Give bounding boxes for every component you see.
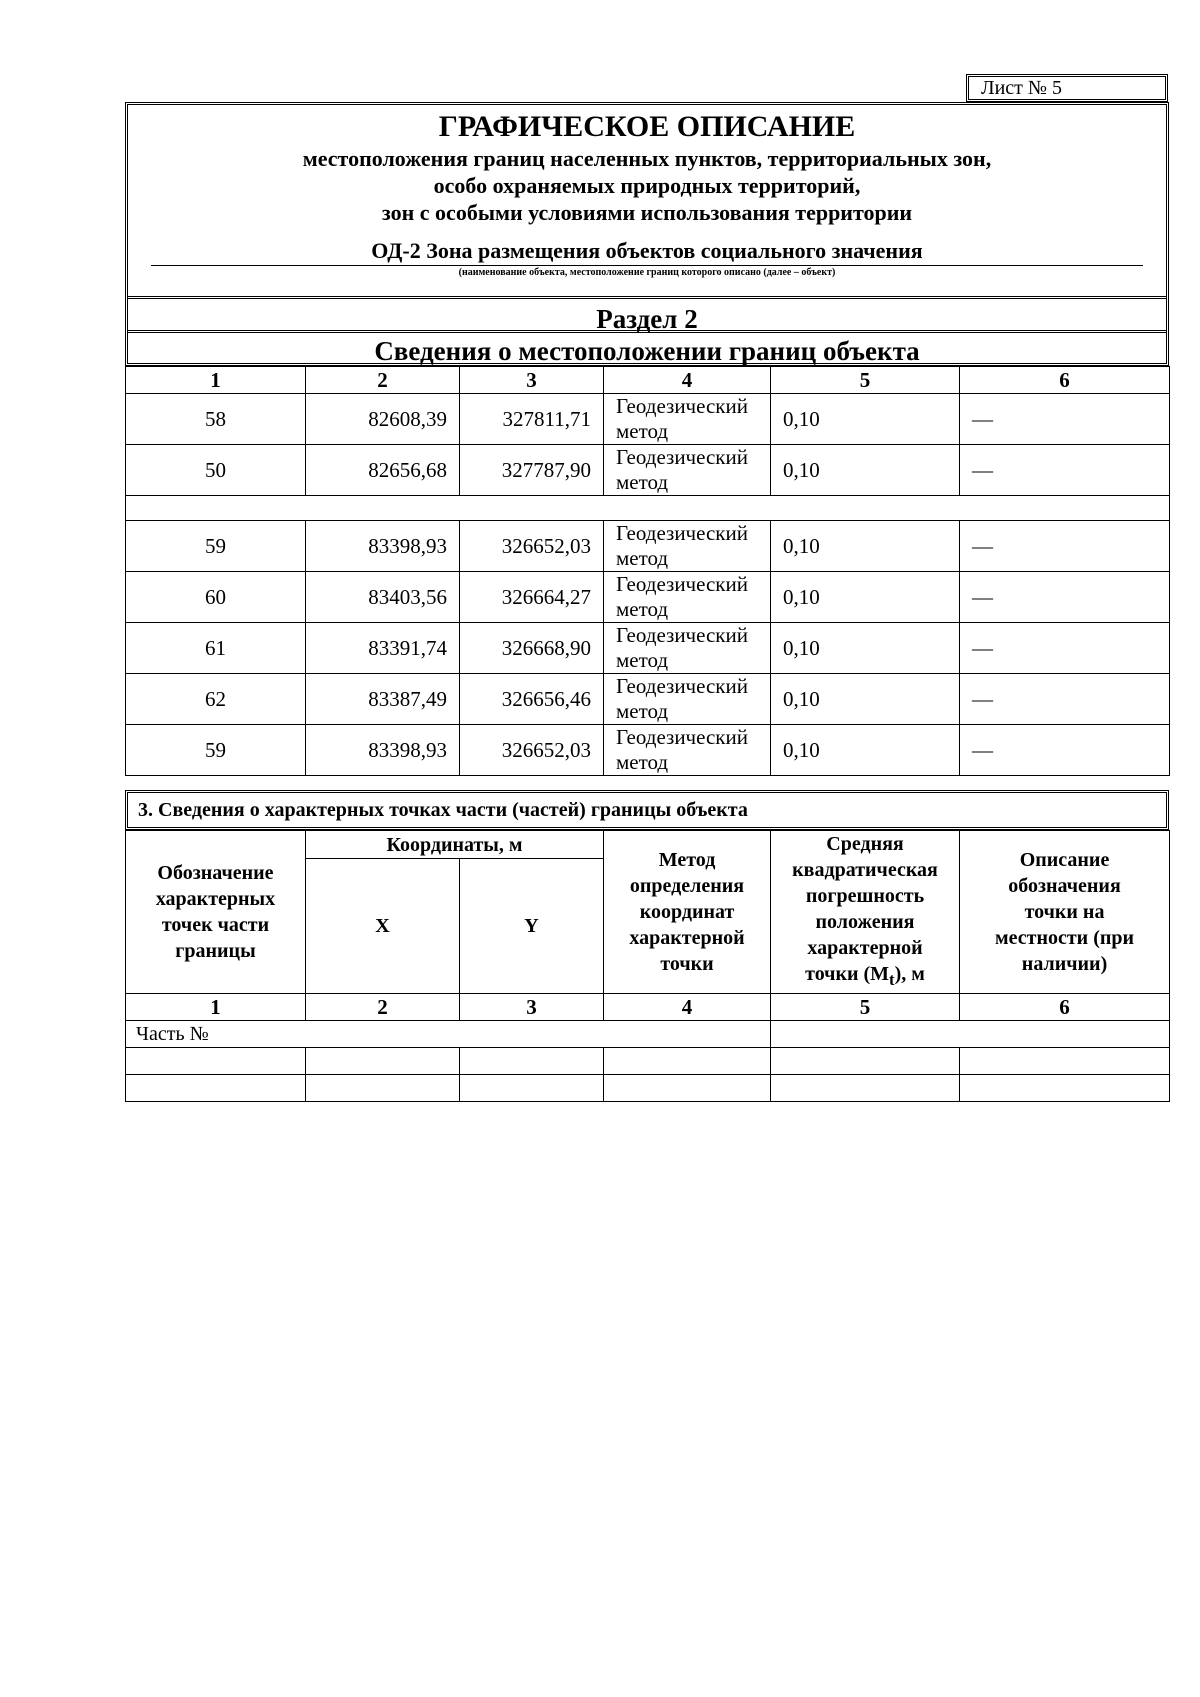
coordinate-x: 83391,74 (306, 623, 460, 674)
header-point-designation (126, 831, 306, 994)
error-value: 0,10 (771, 445, 960, 496)
header-x: X (306, 859, 460, 994)
divider (128, 296, 1166, 299)
part-boundary-points-table (125, 830, 1170, 1102)
method-line: метод (616, 597, 669, 621)
method-line: Геодезический (616, 521, 748, 545)
header-method (604, 831, 771, 994)
coordinate-y: 327811,71 (460, 394, 604, 445)
point-description: — (960, 623, 1170, 674)
table-row (126, 572, 1170, 623)
divider (128, 330, 1166, 333)
column-number: 5 (771, 994, 960, 1021)
method-line: Геодезический (616, 674, 748, 698)
point-id: 58 (126, 394, 306, 445)
empty-cell (960, 1075, 1170, 1102)
subtitle-line-3: зон с особыми условиями использования территории (381, 200, 913, 225)
header-line: Описание (1019, 849, 1110, 871)
header-text: точки (M (805, 963, 890, 985)
table-row (126, 1048, 1170, 1075)
point-id: 59 (126, 725, 306, 776)
error-value: 0,10 (771, 521, 960, 572)
point-description: — (960, 674, 1170, 725)
header-line: погрешность (805, 885, 925, 907)
coordinate-y: 326656,46 (460, 674, 604, 725)
method-line: метод (616, 546, 669, 570)
header-line: границы (175, 940, 256, 962)
empty-cell (460, 1048, 604, 1075)
error-value: 0,10 (771, 623, 960, 674)
method-line: метод (616, 419, 669, 443)
subscript-t: t (889, 970, 895, 989)
header-text: ), м (894, 963, 925, 985)
point-description: — (960, 572, 1170, 623)
sheet-number: Лист № 5 (966, 74, 1168, 102)
table-row (126, 623, 1170, 674)
point-description: — (960, 521, 1170, 572)
column-number: 2 (306, 994, 460, 1021)
column-number: 1 (126, 994, 306, 1021)
part-label: Часть № (126, 1021, 771, 1048)
header-line: положения (815, 911, 915, 933)
contour-separator-row (126, 496, 1170, 521)
column-number: 6 (960, 994, 1170, 1021)
coordinate-y: 326652,03 (460, 521, 604, 572)
coordinate-x: 82608,39 (306, 394, 460, 445)
column-number: 6 (960, 367, 1170, 394)
method-line: Геодезический (616, 572, 748, 596)
table-row (126, 1075, 1170, 1102)
method-line: метод (616, 699, 669, 723)
subtitle-line-2: особо охраняемых природных территорий, (433, 173, 861, 198)
header-line: характерной (629, 927, 745, 949)
coordinate-x: 83387,49 (306, 674, 460, 725)
method-line: Геодезический (616, 725, 748, 749)
header-line: Метод (658, 849, 716, 871)
document-title: ГРАФИЧЕСКОЕ ОПИСАНИЕ (438, 110, 856, 143)
header-line: координат (639, 901, 735, 923)
point-description: — (960, 725, 1170, 776)
point-id: 60 (126, 572, 306, 623)
method-cell (604, 445, 771, 496)
header-line: обозначения (1008, 875, 1121, 897)
error-value: 0,10 (771, 674, 960, 725)
coordinate-y: 326668,90 (460, 623, 604, 674)
empty-cell (771, 1075, 960, 1102)
section-3-title: 3. Сведения о характерных точках части (частей) границы объекта (125, 790, 1169, 830)
header-line: местности (при (995, 927, 1135, 949)
point-id: 50 (126, 445, 306, 496)
column-number: 2 (306, 367, 460, 394)
coordinate-x: 83398,93 (306, 725, 460, 776)
method-line: Геодезический (616, 394, 748, 418)
column-number-row (126, 994, 1170, 1021)
empty-cell (126, 1048, 306, 1075)
error-value: 0,10 (771, 572, 960, 623)
method-cell (604, 623, 771, 674)
coordinate-y: 326664,27 (460, 572, 604, 623)
point-description: — (960, 445, 1170, 496)
empty-cell (604, 1048, 771, 1075)
document-header (125, 102, 1169, 366)
header-line: квадратическая (792, 859, 938, 881)
header-y: Y (460, 859, 604, 994)
point-id: 62 (126, 674, 306, 725)
header-line (771, 961, 959, 993)
header-coordinates: Координаты, м (306, 831, 604, 859)
section-heading: Раздел 2 (596, 304, 698, 334)
method-cell (604, 572, 771, 623)
empty-cell (771, 1048, 960, 1075)
coordinate-x: 82656,68 (306, 445, 460, 496)
header-line: наличии) (1021, 953, 1108, 975)
separator-cell (126, 496, 1170, 521)
empty-cell (960, 1048, 1170, 1075)
empty-cell (126, 1075, 306, 1102)
point-id: 59 (126, 521, 306, 572)
column-number: 1 (126, 367, 306, 394)
column-number-row (126, 367, 1170, 394)
header-point-description (960, 831, 1170, 994)
header-line: определения (629, 875, 745, 897)
empty-cell (460, 1075, 604, 1102)
part-label-row (126, 1021, 1170, 1048)
object-name-caption: (наименование объекта, местоположение границ которого описано (далее – объект) (458, 267, 836, 278)
header-mean-square-error (771, 831, 960, 994)
column-number: 4 (604, 367, 771, 394)
table-row (126, 394, 1170, 445)
column-number: 5 (771, 367, 960, 394)
header-line: характерных (155, 888, 276, 910)
method-cell (604, 521, 771, 572)
empty-cell (771, 1021, 1170, 1048)
method-cell (604, 725, 771, 776)
coordinate-x: 83403,56 (306, 572, 460, 623)
header-row (126, 831, 1170, 859)
header-line: характерной (807, 937, 923, 959)
column-number: 3 (460, 367, 604, 394)
header-line: точек части (161, 914, 270, 936)
coordinate-x: 83398,93 (306, 521, 460, 572)
empty-cell (306, 1048, 460, 1075)
column-number: 3 (460, 994, 604, 1021)
header-line: точки (660, 953, 714, 975)
method-line: Геодезический (616, 445, 748, 469)
header-line: точки на (1024, 901, 1105, 923)
empty-cell (306, 1075, 460, 1102)
object-name: ОД-2 Зона размещения объектов социального значения (151, 238, 1143, 266)
table-row (126, 725, 1170, 776)
coordinate-y: 327787,90 (460, 445, 604, 496)
point-description: — (960, 394, 1170, 445)
error-value: 0,10 (771, 725, 960, 776)
header-line: Обозначение (157, 862, 274, 884)
header-line: Средняя (826, 833, 904, 855)
table-row (126, 521, 1170, 572)
method-line: метод (616, 648, 669, 672)
method-line: метод (616, 750, 669, 774)
table-row (126, 445, 1170, 496)
column-number: 4 (604, 994, 771, 1021)
subtitle-line-1: местоположения границ населенных пунктов, территориальных зон, (302, 146, 992, 171)
point-id: 61 (126, 623, 306, 674)
boundary-points-table (125, 366, 1170, 776)
empty-cell (604, 1075, 771, 1102)
method-line: метод (616, 470, 669, 494)
method-cell (604, 394, 771, 445)
coordinate-y: 326652,03 (460, 725, 604, 776)
section-title: Сведения о местоположении границ объекта (374, 336, 920, 366)
error-value: 0,10 (771, 394, 960, 445)
table-row (126, 674, 1170, 725)
method-line: Геодезический (616, 623, 748, 647)
method-cell (604, 674, 771, 725)
